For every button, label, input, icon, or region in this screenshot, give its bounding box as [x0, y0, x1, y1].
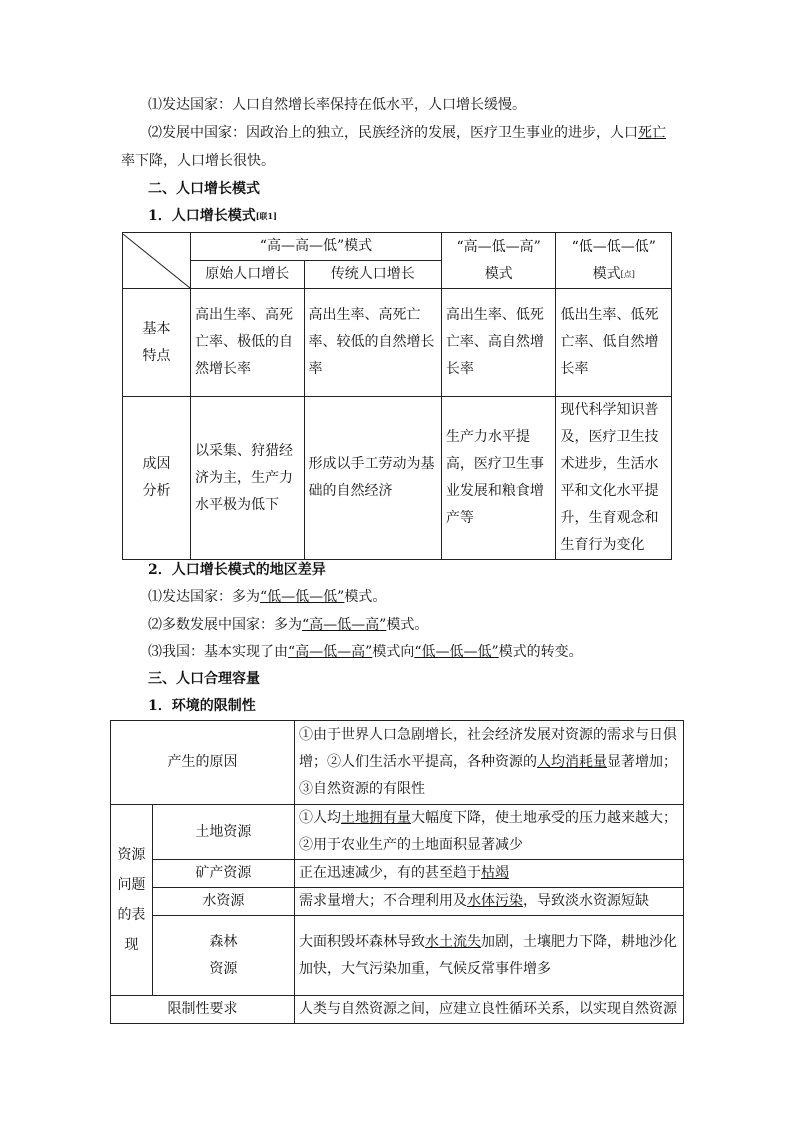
diff-developing [148, 615, 428, 635]
mineral-text [294, 860, 683, 888]
cause-label: 产生的原因 [111, 721, 295, 805]
land-text [294, 805, 683, 860]
header-lll [556, 233, 672, 289]
cause-text [294, 721, 683, 805]
growth-model-table [122, 232, 672, 560]
header-lll-line1: “低—低—低” [571, 238, 656, 255]
forest-label [152, 916, 294, 996]
forest-text-u: 水土流失 [424, 933, 481, 950]
land-text-u: 土地拥有量 [340, 810, 411, 826]
section3-heading: 三、人口合理容量 [148, 671, 260, 687]
diff-developed [148, 587, 386, 607]
causes-primitive: 以采集、狩猎经济为主，生产力水平极为低下 [191, 397, 305, 560]
header-hlh-line2: 模式 [484, 265, 513, 282]
intro-developing-underline: 死亡 [638, 125, 666, 141]
row-features-label [123, 289, 191, 397]
section2-sub1 [148, 206, 277, 226]
forest-label-2: 资源 [209, 960, 238, 977]
diff-china-a: ⑶我国：基本实现了由 [148, 644, 288, 660]
diff-developing-u: “高—低—高” [302, 617, 387, 633]
section2-sub1-text: 1．人口增长模式 [148, 208, 256, 224]
diff-china-m: 模式向 [372, 644, 415, 660]
diff-developed-u: “低—低—低” [260, 589, 345, 605]
diff-china-u2: “低—低—低” [414, 644, 499, 660]
diff-china-b: 模式的转变。 [498, 644, 583, 660]
intro-developing-text-a: ⑵发展中国家：因政治上的独立，民族经济的发展，医疗卫生事业的进步，人口 [148, 125, 638, 141]
row-features-label-2: 特点 [142, 347, 171, 364]
land-text-a: ①人均 [298, 810, 341, 826]
corner-cell [123, 233, 191, 289]
diff-china [148, 642, 583, 662]
water-label: 水资源 [152, 888, 294, 916]
row-causes-label-1: 成因 [142, 456, 171, 472]
header-hhl-group: “高—高—低”模式 [191, 233, 442, 261]
water-text [294, 888, 683, 916]
water-text-u: 水体污染 [466, 893, 523, 909]
diagonal-line [123, 234, 190, 288]
header-lll-mark: [点] [620, 269, 635, 279]
mineral-text-u: 枯竭 [480, 865, 509, 881]
header-lll-line2 [560, 261, 667, 288]
forest-text [294, 916, 683, 996]
limit-label: 限制性要求 [111, 996, 295, 1024]
resource-problem-label: 资源问题的表现 [111, 805, 153, 996]
diff-developed-b: 模式。 [344, 589, 387, 605]
causes-traditional: 形成以手工劳动为基础的自然经济 [304, 397, 441, 560]
forest-label-1: 森林 [209, 933, 238, 950]
intro-developing [148, 123, 666, 143]
diff-developing-b: 模式。 [386, 617, 429, 633]
diff-developed-a: ⑴发达国家：多为 [148, 589, 260, 605]
mineral-text-a: 正在迅速减少，有的甚至趋于 [298, 865, 481, 881]
intro-developing-cont: 率下降，人口增长很快。 [121, 153, 275, 169]
intro-developed: ⑴发达国家：人口自然增长率保持在低水平，人口增长缓慢。 [148, 97, 526, 113]
cause-text-a: ①由于世界人口急剧增长，社会经济发展对资源的需求与日俱增；②人们生活水平提高，各种资源的 [298, 727, 677, 770]
cause-text-u: 人均消耗量 [536, 754, 607, 770]
header-hlh [441, 233, 556, 289]
forest-text-b: 加剧，土壤肥力下降，耕地沙化加快，大气污染加重，气候反常事件增多 [298, 933, 677, 977]
limit-text: 人类与自然资源之间，应建立良性循环关系，以实现自然资源 [294, 996, 683, 1024]
row-causes-label-2: 分析 [142, 483, 171, 499]
features-primitive: 高出生率、高死亡率、极低的自然增长率 [191, 289, 305, 397]
features-hlh: 高出生率、低死亡率、高自然增长率 [441, 289, 556, 397]
section2-sub2: 2．人口增长模式的地区差异 [148, 562, 326, 578]
section2-sub1-mark: [联1] [255, 211, 277, 221]
mineral-label: 矿产资源 [152, 860, 294, 888]
water-text-b: ，导致淡水资源短缺 [522, 893, 649, 909]
land-text-b: 大幅度下降，使土地承受的压力越来越大；②用于农业生产的土地面积显著减少 [298, 810, 677, 853]
cause-text-b: 显著增加；③自然资源的有限性 [298, 754, 677, 797]
header-primitive: 原始人口增长 [191, 261, 305, 289]
land-label: 土地资源 [152, 805, 294, 860]
diff-china-u1: “高—低—高” [288, 644, 373, 660]
features-lll: 低出生率、低死亡率、低自然增长率 [556, 289, 672, 397]
environment-limit-table [110, 720, 684, 1024]
forest-text-a: 大面积毁坏森林导致 [298, 933, 425, 950]
features-traditional: 高出生率、高死亡率、较低的自然增长率 [304, 289, 441, 397]
diff-developing-a: ⑵多数发展中国家：多为 [148, 617, 302, 633]
header-lll-line2-text: 模式 [592, 265, 621, 282]
section3-sub1: 1．环境的限制性 [148, 698, 256, 714]
header-traditional: 传统人口增长 [304, 261, 441, 289]
row-features-label-1: 基本 [142, 320, 171, 337]
header-hlh-line1: “高—低—高” [456, 238, 541, 255]
row-causes-label [123, 397, 191, 560]
causes-hlh: 生产力水平提高，医疗卫生事业发展和粮食增产等 [441, 397, 556, 560]
causes-lll: 现代科学知识普及，医疗卫生技术进步，生活水平和文化水平提升，生育观念和生育行为变化 [556, 397, 672, 560]
section2-heading: 二、人口增长模式 [148, 181, 260, 197]
water-text-a: 需求量增大；不合理利用及 [298, 893, 467, 909]
